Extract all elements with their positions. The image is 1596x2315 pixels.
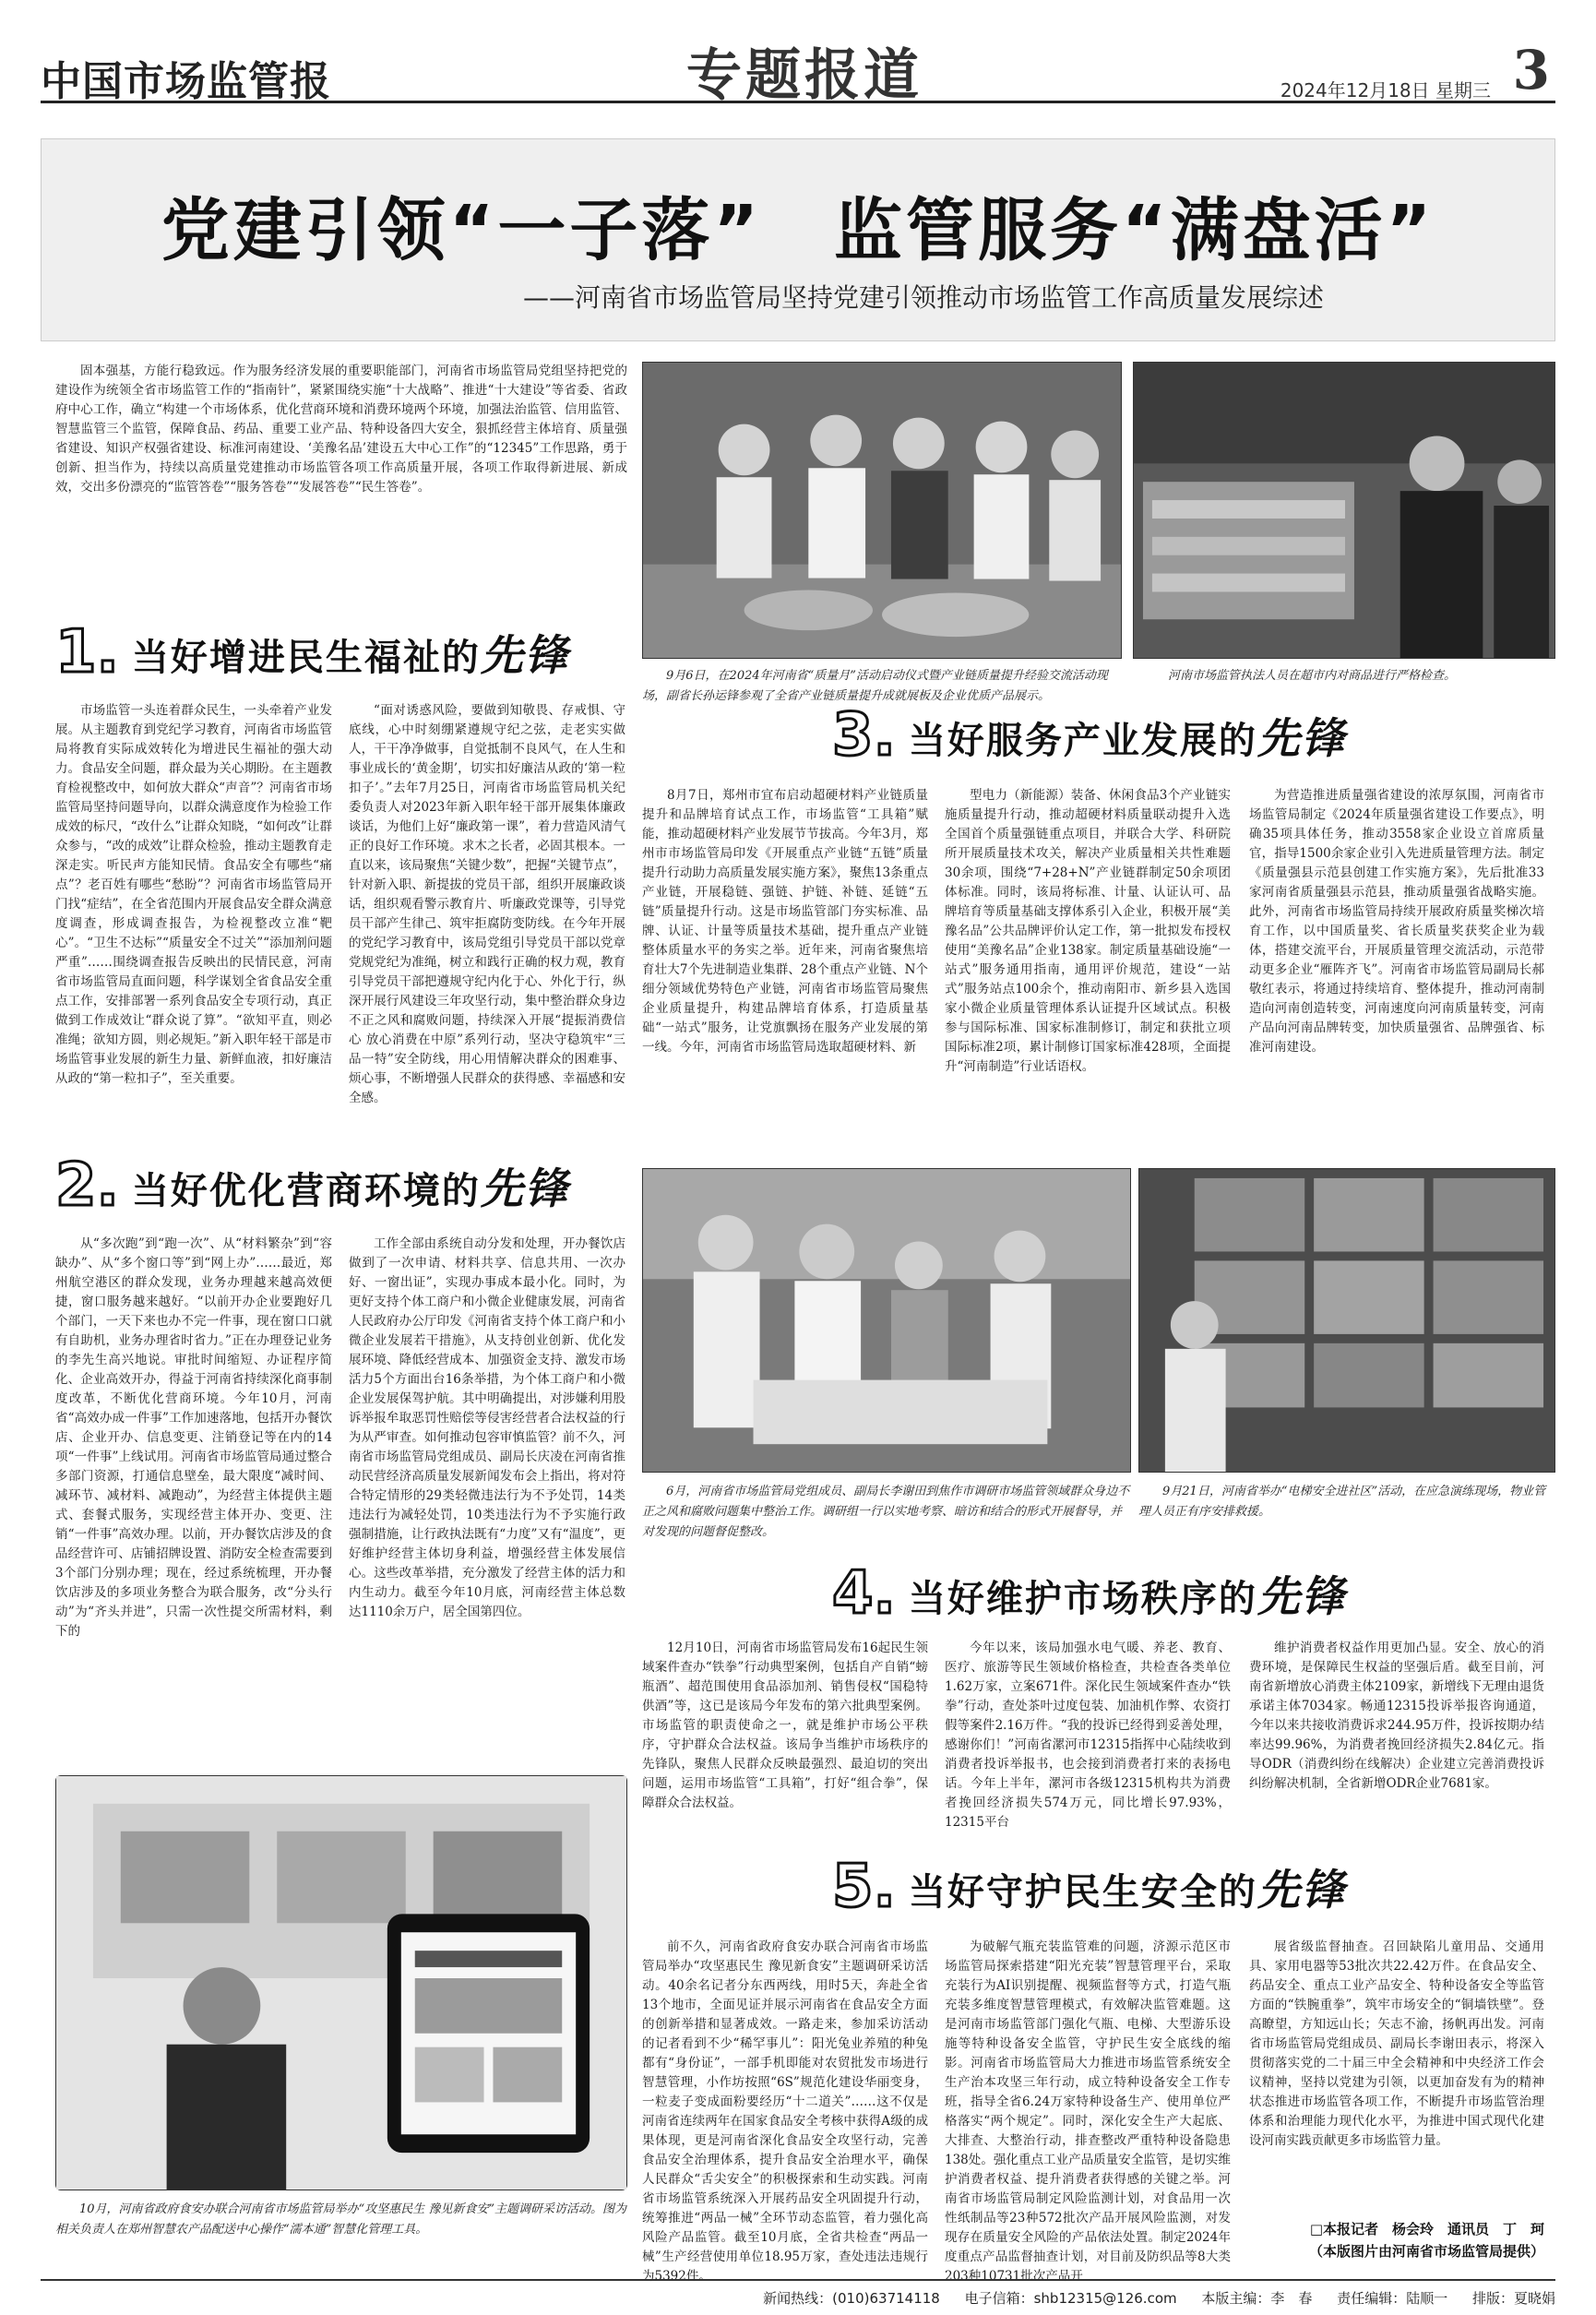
issue-date: 2024年12月18日 星期三 xyxy=(1280,79,1491,101)
page-number: 3 xyxy=(1512,39,1550,101)
caption-photo-3: 6月，河南省市场监管局党组成员、副局长李谢田到焦作市调研市场监管领域群众身边不正之风和腐败问题集中整治工作。调研组一行以实地考察、暗访和结合的形式开展督导，并对发现的问题督促整改。 xyxy=(642,1485,1130,1539)
headline-banner xyxy=(41,138,1555,341)
section-3-col-1: 8月7日，郑州市宜布启动超硬材料产业链质量提升和品牌培育试点工作，市场监管“工具箱”赋能，推动超硬材料产业发展节节拔高。今年3月，郑州市市场监管局印发《开展重点产业链“五链”质量提升行动助力高质量发展实施方案》，聚焦13条重点产业链，开展稳链、强链、护链、补链、延链“五链”质量提升行动。这是市场监管部门夯实标准、品牌、认证、计量等质量技术基础，提升重点产业链整体质量水平的务实之举。近年来，河南省聚焦培育壮大7个先进制造业集群、28个重点产业链、N个细分领域优势特色产业链，河南省市场监管局聚焦企业质量提升，构建品牌培育体系，打造质量基础“一站式”服务，让党旗飘扬在服务产业发展的第一线。今年，河南省市场监管局选取超硬材料、新 xyxy=(642,788,928,1055)
section-title: 当好维护市场秩序的 xyxy=(908,1578,1257,1620)
section-3-col-2: 型电力（新能源）装备、休闲食品3个产业链实施质量提升行动，推动超硬材料质量联动提升入选全国首个质量强链重点项目，并联合大学、科研院所开展质量技术攻关，解决产业质量相关共性难题30余项，围绕“7+28+N”产业链群制定50余项团体标准。同时，该局将标准、计量、认证认可、品牌培育等质量基础支撑体系引入企业，积极开展“美豫名品”公共品牌评价认定工作，第一批拟发布授权使用“美豫名品”企业138家。制定质量基础设施“一站式”服务通用指南，通用评价规范，建设“一站式”服务站点100余个，推动南阳市、新乡县入选国家小微企业质量管理体系认证提升区域试点。积极参与国际标准、国家标准制修订，制定和获批立项国际标准2项，累计制修订国家标准428项，全面提升“河南制造”行业话语权。 xyxy=(945,788,1231,1074)
caption-photo-2: 河南市场监管执法人员在超市内对商品进行严格检查。 xyxy=(1168,669,1457,683)
section-title-emphasis: 先锋 xyxy=(1257,713,1346,763)
photo-quality-month xyxy=(642,362,1122,659)
section-2-heading xyxy=(55,1152,569,1225)
footer-typesetter: 排版：夏晓娟 xyxy=(1471,2290,1555,2307)
caption-photo-4: 9月21日，河南省举办“电梯安全进社区”活动，在应急演练现场，物业管理人员正有序安排救援。 xyxy=(1138,1485,1546,1519)
byline-reporters: □本报记者 杨会玲 通讯员 丁 珂 xyxy=(1309,2221,1544,2237)
section-title: 专题报道 xyxy=(686,43,923,108)
section-3-col-3: 为营造推进质量强省建设的浓厚氛围，河南省市场监管局制定《2024年质量强省建设工作要点》，明确35项具体任务，推动3558家企业设立首席质量官，指导1500余家企业引入先进质量管理方法。制定《质量强县示范县创建工作实施方案》，先后批准33家河南省质量强县示范县，推动质量强省战略实施。此外，河南省市场监管局持续开展政府质量奖梯次培育工作，以中国质量奖、省长质量奖获奖企业为载体，搭建交流平台，开展质量管理交流活动，示范带动更多企业“雁阵齐飞”。河南省市场监管局副局长郝敬红表示，将通过持续培育、整体提升，推动河南制造向河南创造转变，河南速度向河南质量转变，河南产品向河南品牌转变，加快质量强省、品牌强省、标准河南建设。 xyxy=(1249,788,1544,1055)
section-4-col-2: 今年以来，该局加强水电气暖、养老、教育、医疗、旅游等民生领域价格检查，共检查各类单位1.62万家，立案671件。深化民生领域案件查办“铁拳”行动，查处茶叶过度包装、加油机作弊、农资打假等案件2.16万件。“我的投诉已经得到妥善处理，感谢你们！”河南省漯河市12315指挥中心陆续收到消费者投诉举报书，也会接到消费者打来的表扬电话。今年上半年，漯河市各级12315机构共为消费者挽回经济损失574万元，同比增长97.93%，12315平台 xyxy=(945,1641,1231,1830)
footer xyxy=(41,2279,1555,2308)
section-title: 当好守护民生安全的 xyxy=(908,1871,1257,1914)
photo-icon xyxy=(1134,363,1554,658)
photo-icon xyxy=(643,363,1121,658)
section-number: 3. xyxy=(832,701,896,770)
section-1-col-1: 市场监管一头连着群众民生，一头牵着产业发展。从主题教育到党纪学习教育，河南省市场监管局将教育实际成效转化为增进民生福祉的强大动力。食品安全问题，群众最为关心期盼。在主题教育检视整改中，如何放大群众“声音”？河南省市场监管局坚持问题导向，以群众满意度作为检验工作成效的标尺，“改什么”让群众知晓，“如何改”让群众参与，“改的成效”让群众检验，推动主题教育走深走实。听民声方能知民情。食品安全有哪些“痛点”？老百姓有哪些“愁盼”？河南省市场监管局开门找“症结”，在全省范围内开展食品安全群众满意度调查，形成调查报告，为检视整改立准“靶心”。“卫生不达标”“质量安全不过关”“添加剂问题严重”……围绕调查报告反映出的民情民意，河南省市场监管局直面问题，科学谋划全省食品安全重点工作，安排部署一系列食品安全专项行动，真正做到工作成效让“群众说了算”。“欲知平直，则必准绳；欲知方圆，则必规矩。”新入职年轻干部是市场监管事业发展的新生力量、新鲜血液，扣好廉洁从政的“第一粒扣子”，至关重要。 xyxy=(55,703,332,1086)
section-title-emphasis: 先锋 xyxy=(480,1163,569,1213)
headline-title: 党建引领“一子落” 监管服务“满盘活” xyxy=(161,191,1435,270)
photo-icon xyxy=(643,1169,1130,1472)
section-number: 5. xyxy=(832,1853,896,1921)
photo-icon xyxy=(1139,1169,1554,1472)
photo-icon xyxy=(56,1776,626,2190)
section-number: 2. xyxy=(55,1152,119,1220)
section-title-emphasis: 先锋 xyxy=(480,630,569,680)
section-title: 当好优化营商环境的 xyxy=(131,1170,481,1212)
footer-duty-editor: 责任编辑：陆顺一 xyxy=(1337,2290,1448,2307)
photo-smart-distribution xyxy=(55,1775,627,2190)
section-5-col-3: 展省级监督抽查。召回缺陷儿童用品、交通用具、家用电器等53批次共22.42万件。在食品安全、药品安全、重点工业产品安全、特种设备安全等监管方面的“铁腕重拳”，筑牢市场安全的“铜墙铁壁”。登高瞭望，方知远山长；矢志不渝，扬帆再出发。河南省市场监管局党组成员、副局长李谢田表示，将深入贯彻落实党的二十届三中全会精神和中央经济工作会议精神，坚持以党建为引领，以更加奋发有为的精神状态推进市场监管各项工作，不断提升市场监管治理体系和治理能力现代化水平，为推进中国式现代化建设河南实践贡献更多市场监管力量。 xyxy=(1249,1939,1544,2148)
caption-photo-5: 10月，河南省政府食安办联合河南省市场监管局举办“攻坚惠民生 豫见新食安”主题调研采访活动。图为相关负责人在郑州智慧农产品配送中心操作“濡本通”智慧化管理工具。 xyxy=(55,2202,626,2237)
section-title: 当好增进民生福祉的 xyxy=(131,637,481,679)
section-5-heading xyxy=(832,1853,1346,1927)
section-title-emphasis: 先锋 xyxy=(1257,1865,1346,1915)
section-title-emphasis: 先锋 xyxy=(1257,1571,1346,1621)
caption-photo-1: 9月6日，在2024年河南省“质量月”活动启动仪式暨产业链质量提升经验交流活动现场，副省长孙运锋参观了全省产业链质量提升成就展板及企业优质产品展示。 xyxy=(642,669,1108,703)
section-5-col-1: 前不久，河南省政府食安办联合河南省市场监管局举办“攻坚惠民生 豫见新食安”主题调研采访活动。40余名记者分东西两线，用时5天，奔赴全省13个地市，全面见证并展示河南省在食品安全方面的创新举措和显著成效。一路走来，参加采访活动的记者看到不少“稀罕事儿”：阳光兔业养殖的种兔都有“身份证”，一部手机即能对农贸批发市场进行智慧管理，小作坊按照“6S”规范化建设华丽变身，一粒麦子变成面粉要经历“十二道关”……这不仅是河南省连续两年在国家食品安全考核中获得A级的成果体现，更是河南省深化食品安全攻坚行动，完善食品安全治理体系，提升食品安全治理水平，确保人民群众“舌尖安全”的积极探索和生动实践。河南省市场监管系统深入开展药品安全巩固提升行动，统筹推进“两品一械”全环节动态监管，着力强化高风险产品监管。截至10月底，全省共检查“两品一械”生产经营使用单位18.95万家，查处违法违规行为5392件。 xyxy=(642,1939,928,2284)
masthead xyxy=(41,28,1555,108)
section-1-heading xyxy=(55,618,569,692)
section-number: 4. xyxy=(832,1559,896,1628)
section-1-col-2: “面对诱惑风险，要做到知敬畏、存戒惧、守底线，心中时刻绷紧遵规守纪之弦，走老实实做人，干干净净做事，自觉抵制不良风气，在人生和事业成长的‘黄金期’，切实扣好廉洁从政的‘第一粒扣子’。”去年7月25日，河南省市场监管局机关纪委负责人对2023年新入职年轻干部开展集体廉政谈话，为他们上好“廉政第一课”，着力营造风清气正的良好工作环境。求木之长者，必固其根本。一直以来，该局聚焦“关键少数”，把握“关键节点”，针对新入职、新提拔的党员干部，组织开展廉政谈话，组织观看警示教育片、听廉政党课等，引导党员干部产生律己、筑牢拒腐防变防线。在今年开展的党纪学习教育中，该局党组引导党员干部以党章党规党纪为准绳，树立和践行正确的权力观，教育引导党员干部把遵规守纪内化于心、外化于行，纵深开展行风建设三年攻坚行动，集中整治群众身边不正之风和腐败问题，持续深入开展“提振消费信心 放心消费在中原”系列行动，坚决守稳筑牢“三品一特”安全防线，用心用情解决群众的困难事、烦心事，不断增强人民群众的获得感、幸福感和安全感。 xyxy=(349,703,625,1105)
section-2-col-2: 工作全部由系统自动分发和处理，开办餐饮店做到了一次申请、材料共享、信息共用、一次办好、一窗出证”，实现办事成本最小化。同时，为更好支持个体工商户和小微企业健康发展，河南省人民政府办公厅印发《河南省支持个体工商户和小微企业发展若干措施》，从支持创业创新、优化发展环境、降低经营成本、加强资金支持、激发市场活力5个方面出台16条举措，为个体工商户和小微企业发展保驾护航。其中明确提出，对涉嫌利用股诉举报牟取恶罚性赔偿等侵害经营者合法权益的行为从严审查。如何推动包容审慎监管？前不久，河南省市场监管局党组成员、副局长庆凌在河南省推动民营经济高质量发展新闻发布会上指出，将对符合特定情形的29类轻微违法行为不予处罚，14类违法行为减轻处罚，10类违法行为不予实施行政强制措施，让行政执法既有“力度”又有“温度”，更好维护经营主体切身利益，增强经营主体发展信心。这些改革举措，充分激发了经营主体的活力和内生动力。截至今年10月底，河南经营主体总数达1110余万户，居全国第四位。 xyxy=(349,1236,625,1619)
footer-hotline: 新闻热线：(010)63714118 xyxy=(763,2290,940,2307)
photo-supermarket-inspection xyxy=(1133,362,1555,659)
section-4-col-3: 维护消费者权益作用更加凸显。安全、放心的消费环境，是保障民生权益的坚强后盾。截至目前，河南省新增放心消费主体2109家，新增线下无理由退货承诺主体7034家。畅通12315投诉举报咨询通道，今年以来共接收消费诉求244.95万件，投诉按期办结率达99.96%，为消费者挽回经济损失2.84亿元。指导ODR（消费纠纷在线解决）企业建立完善消费投诉纠纷解决机制，全省新增ODR企业7681家。 xyxy=(1249,1641,1544,1791)
section-4-heading xyxy=(832,1559,1346,1633)
section-title: 当好服务产业发展的 xyxy=(908,720,1257,762)
section-3-heading xyxy=(832,701,1346,775)
paper-name: 中国市场监管报 xyxy=(41,58,331,105)
photo-elevator-drill xyxy=(1138,1168,1555,1473)
byline xyxy=(1249,2218,1544,2262)
section-4-col-1: 12月10日，河南省市场监管局发布16起民生领域案件查办“铁拳”行动典型案例，包括自产自销“螃瓶酒”、超范围使用食品添加剂、销售侵权“国稳特供酒”等，这已是该局今年发布的第六批典型案例。市场监管的职责使命之一，就是维护市场公平秩序，守护群众合法权益。该局争当维护市场秩序的先锋队，聚焦人民群众反映最强烈、最迫切的突出问题，运用市场监管“工具箱”，打好“组合拳”，保障群众合法权益。 xyxy=(642,1641,928,1810)
section-2-col-1: 从“多次跑”到“跑一次”、从“材料繁杂”到“容缺办”、从“多个窗口等”到“网上办”……最近，郑州航空港区的群众发现，业务办理越来越高效便捷，窗口服务越来越好。“以前开办企业要跑好几个部门，一天下来也办不完一件事，现在窗口口就有自助机，业务办理省时省力。”正在办理登记业务的李先生高兴地说。审批时间缩短、办证程序简化、企业高效开办，得益于河南省持续深化商事制度改革，不断优化营商环境。今年10月，河南省“高效办成一件事”工作加速落地，包括开办餐饮店、企业开办、信息变更、注销登记等在内的14项“一件事”上线试用。河南省市场监管局通过整合多部门资源，打通信息壁垒，最大限度“减时间、减环节、减材料、减跑动”，为经营主体提供主题式、套餐式服务，实现经营主体开办、变更、注销“一件事”高效办理。以前，开办餐饮店涉及的食品经营许可、店铺招牌设置、消防安全检查需要到3个部门分别办理；现在，经过系统梳理，开办餐饮店涉及的多项业务整合为联合服务，改“分头行动”为“齐头并进”，只需一次性提交所需材料，剩下的 xyxy=(55,1236,332,1639)
section-5-col-2: 为破解气瓶充装监管难的问题，济源示范区市场监管局探索搭建“阳光充装”智慧管理平台，采取充装行为AI识别提醒、视频监督等方式，打造气瓶充装多维度智慧管理模式，有效解决监管难题。这是河南市场监管部门强化气瓶、电梯、大型游乐设施等特种设备安全监管，守护民生安全底线的缩影。河南省市场监管局大力推进市场监管系统安全生产治本攻坚三年行动，成立特种设备安全工作专班，指导全省6.24万家特种设备生产、使用单位严格落实“两个规定”。同时，深化安全生产大起底、大排查、大整治行动，排查整改严重特种设备隐患138处。强化重点工业产品质量安全监管，是切实维护消费者权益、提升消费者获得感的关键之举。河南省市场监管局制定风险监测计划，对食品用一次性纸制品等23种572批次产品开展风险监测，对发现存在质量安全风险的产品依法处置。制定2024年度重点产品监督抽查计划，对目前及防织品等8大类203种10731批次产品开 xyxy=(945,1939,1231,2284)
headline-subtitle: ——河南省市场监管局坚持党建引领推动市场监管工作高质量发展综述 xyxy=(522,282,1324,313)
section-number: 1. xyxy=(55,618,119,686)
footer-editor: 本版主编：李 春 xyxy=(1201,2290,1313,2307)
byline-photo-credit: （本版图片由河南省市场监管局提供） xyxy=(1308,2243,1544,2260)
intro-paragraph: 固本强基，方能行稳致远。作为服务经济发展的重要职能部门，河南省市场监管局党组坚持把党的建设作为统领全省市场监管工作的“指南针”，紧紧围绕实施“十大战略”、推进“十大建设”等省委、省政府中心工作，确立“构建一个市场体系，优化营商环境和消费环境两个环境，加强法治监管、信用监管、智慧监管三个监管，保障食品、药品、重要工业产品、特种设备四大安全，狠抓经营主体培育、质量强省建设、知识产权强省建设、标准河南建设、‘美豫名品’建设五大中心工作”的“12345”工作思路，勇于创新、担当作为，持续以高质量党建推动市场监管各项工作高质量开展，各项工作取得新进展、新成效，交出多份漂亮的“监管答卷”“服务答卷”“发展答卷”“民生答卷”。 xyxy=(55,364,627,495)
footer-email: 电子信箱：shb12315@126.com xyxy=(964,2290,1177,2307)
photo-field-inspection xyxy=(642,1168,1131,1473)
